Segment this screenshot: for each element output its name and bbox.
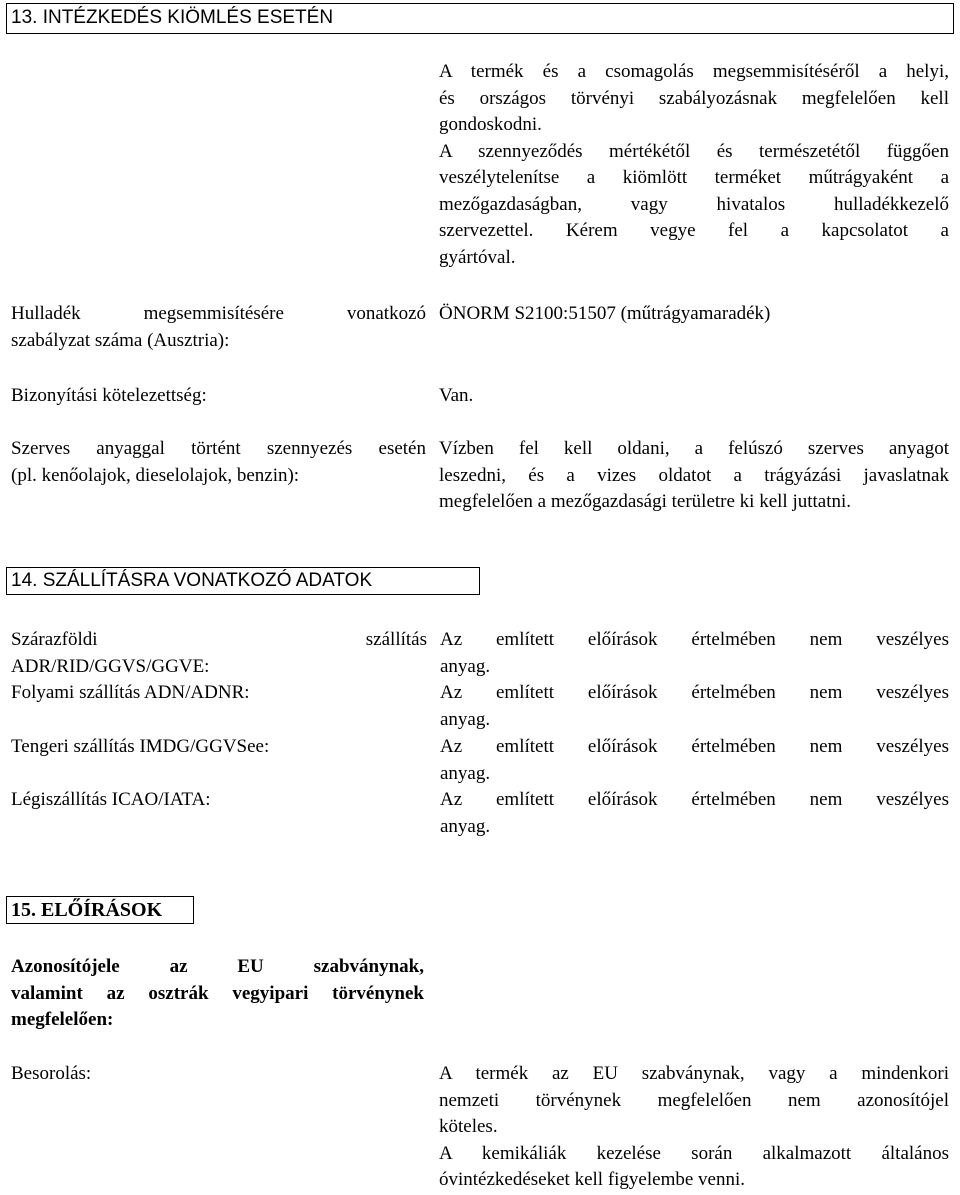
section-14-header (6, 567, 480, 595)
text-line: gyártóval. (439, 246, 516, 268)
waste-rule-label (11, 301, 426, 354)
text-line: veszélytelenítse a kiömlött terméket műtrágyaként a (439, 167, 949, 188)
text-line: megfelelően a mezőgazdasági területre ki kell juttatni. (439, 491, 852, 512)
label-line: szabályzat száma (Ausztria): (11, 329, 230, 351)
text-line: anyag. (440, 815, 491, 837)
text-line: Az említett előírások értelmében nem veszélyes (440, 789, 949, 810)
classification-value (439, 1061, 949, 1194)
text-line: A termék és a csomagolás megsemmisítéséről a helyi, (439, 61, 949, 82)
text-line: szervezettel. Kérem vegye fel a kapcsolatot a (439, 220, 949, 241)
section-13-header (6, 3, 954, 34)
section-14-title: 14. SZÁLLÍTÁSRA VONATKOZÓ ADATOK (11, 570, 373, 591)
section-15-header (6, 896, 194, 924)
waste-rule-value: ÖNORM S2100:51507 (műtrágyamaradék) (439, 303, 771, 324)
text-line: köteles. (439, 1116, 498, 1137)
text-line: Az említett előírások értelmében nem veszélyes (440, 629, 949, 650)
section-15-title: 15. ELŐÍRÁSOK (11, 899, 163, 921)
text-line: Az említett előírások értelmében nem veszélyes (440, 736, 949, 757)
text-line: A termék az EU szabványnak, vagy a mindenkori (439, 1063, 949, 1084)
organic-value (439, 436, 949, 516)
classification-label: Besorolás: (11, 1063, 92, 1084)
label-line: Szerves anyaggal történt szennyezés esetén (11, 438, 426, 459)
transport-row-air-value (440, 787, 949, 840)
text-line: mezőgazdaságban, vagy hivatalos hulladékkezelő (439, 193, 949, 215)
transport-row-river-value (440, 680, 949, 733)
text-line: anyag. (440, 708, 491, 730)
text-line: gondoskodni. (439, 114, 542, 135)
proof-label: Bizonyítási kötelezettség: (11, 385, 207, 406)
label-line: (pl. kenőolajok, dieselolajok, benzin): (11, 464, 300, 486)
text-line: leszedni, és a vizes oldatot a trágyázási javaslatnak (439, 464, 949, 486)
eu-standard-heading (11, 954, 424, 1034)
transport-row-air-label: Légiszállítás ICAO/IATA: (11, 789, 211, 810)
transport-row-river-label: Folyami szállítás ADN/ADNR: (11, 682, 250, 703)
transport-row-sea-label: Tengeri szállítás IMDG/GGVSee: (11, 736, 270, 757)
text-line: A szennyeződés mértékétől és természetétől függően (439, 140, 949, 162)
organic-label (11, 436, 426, 489)
label-line: ADR/RID/GGVS/GGVE: (11, 655, 210, 677)
transport-row-sea-value (440, 734, 949, 787)
label-line: Hulladék megsemmisítésére vonatkozó (11, 303, 426, 324)
transport-row-land-label (11, 627, 427, 680)
heading-line: Azonosítójele az EU szabványnak, (11, 956, 424, 977)
text-line: anyag. (440, 762, 491, 784)
heading-line: megfelelően: (11, 1009, 114, 1030)
proof-value: Van. (439, 385, 474, 406)
text-line: nemzeti törvénynek megfelelően nem azonosítójel (439, 1089, 949, 1111)
text-line: anyag. (440, 655, 491, 677)
text-line: óvintézkedéseket kell figyelembe venni. (439, 1169, 745, 1190)
text-line: és országos törvényi szabályozásnak megfelelően kell (439, 87, 949, 109)
transport-row-land-value (440, 627, 949, 680)
heading-line: valamint az osztrák vegyipari törvénynek (11, 982, 424, 1004)
label-line: Szárazföldi szállítás (11, 629, 427, 650)
disposal-instructions (439, 59, 949, 271)
section-13-title: 13. INTÉZKEDÉS KIÖMLÉS ESETÉN (11, 7, 334, 28)
text-line: A kemikáliák kezelése során alkalmazott általános (439, 1142, 949, 1164)
text-line: Vízben fel kell oldani, a felúszó szerves anyagot (439, 438, 949, 459)
text-line: Az említett előírások értelmében nem veszélyes (440, 682, 949, 703)
